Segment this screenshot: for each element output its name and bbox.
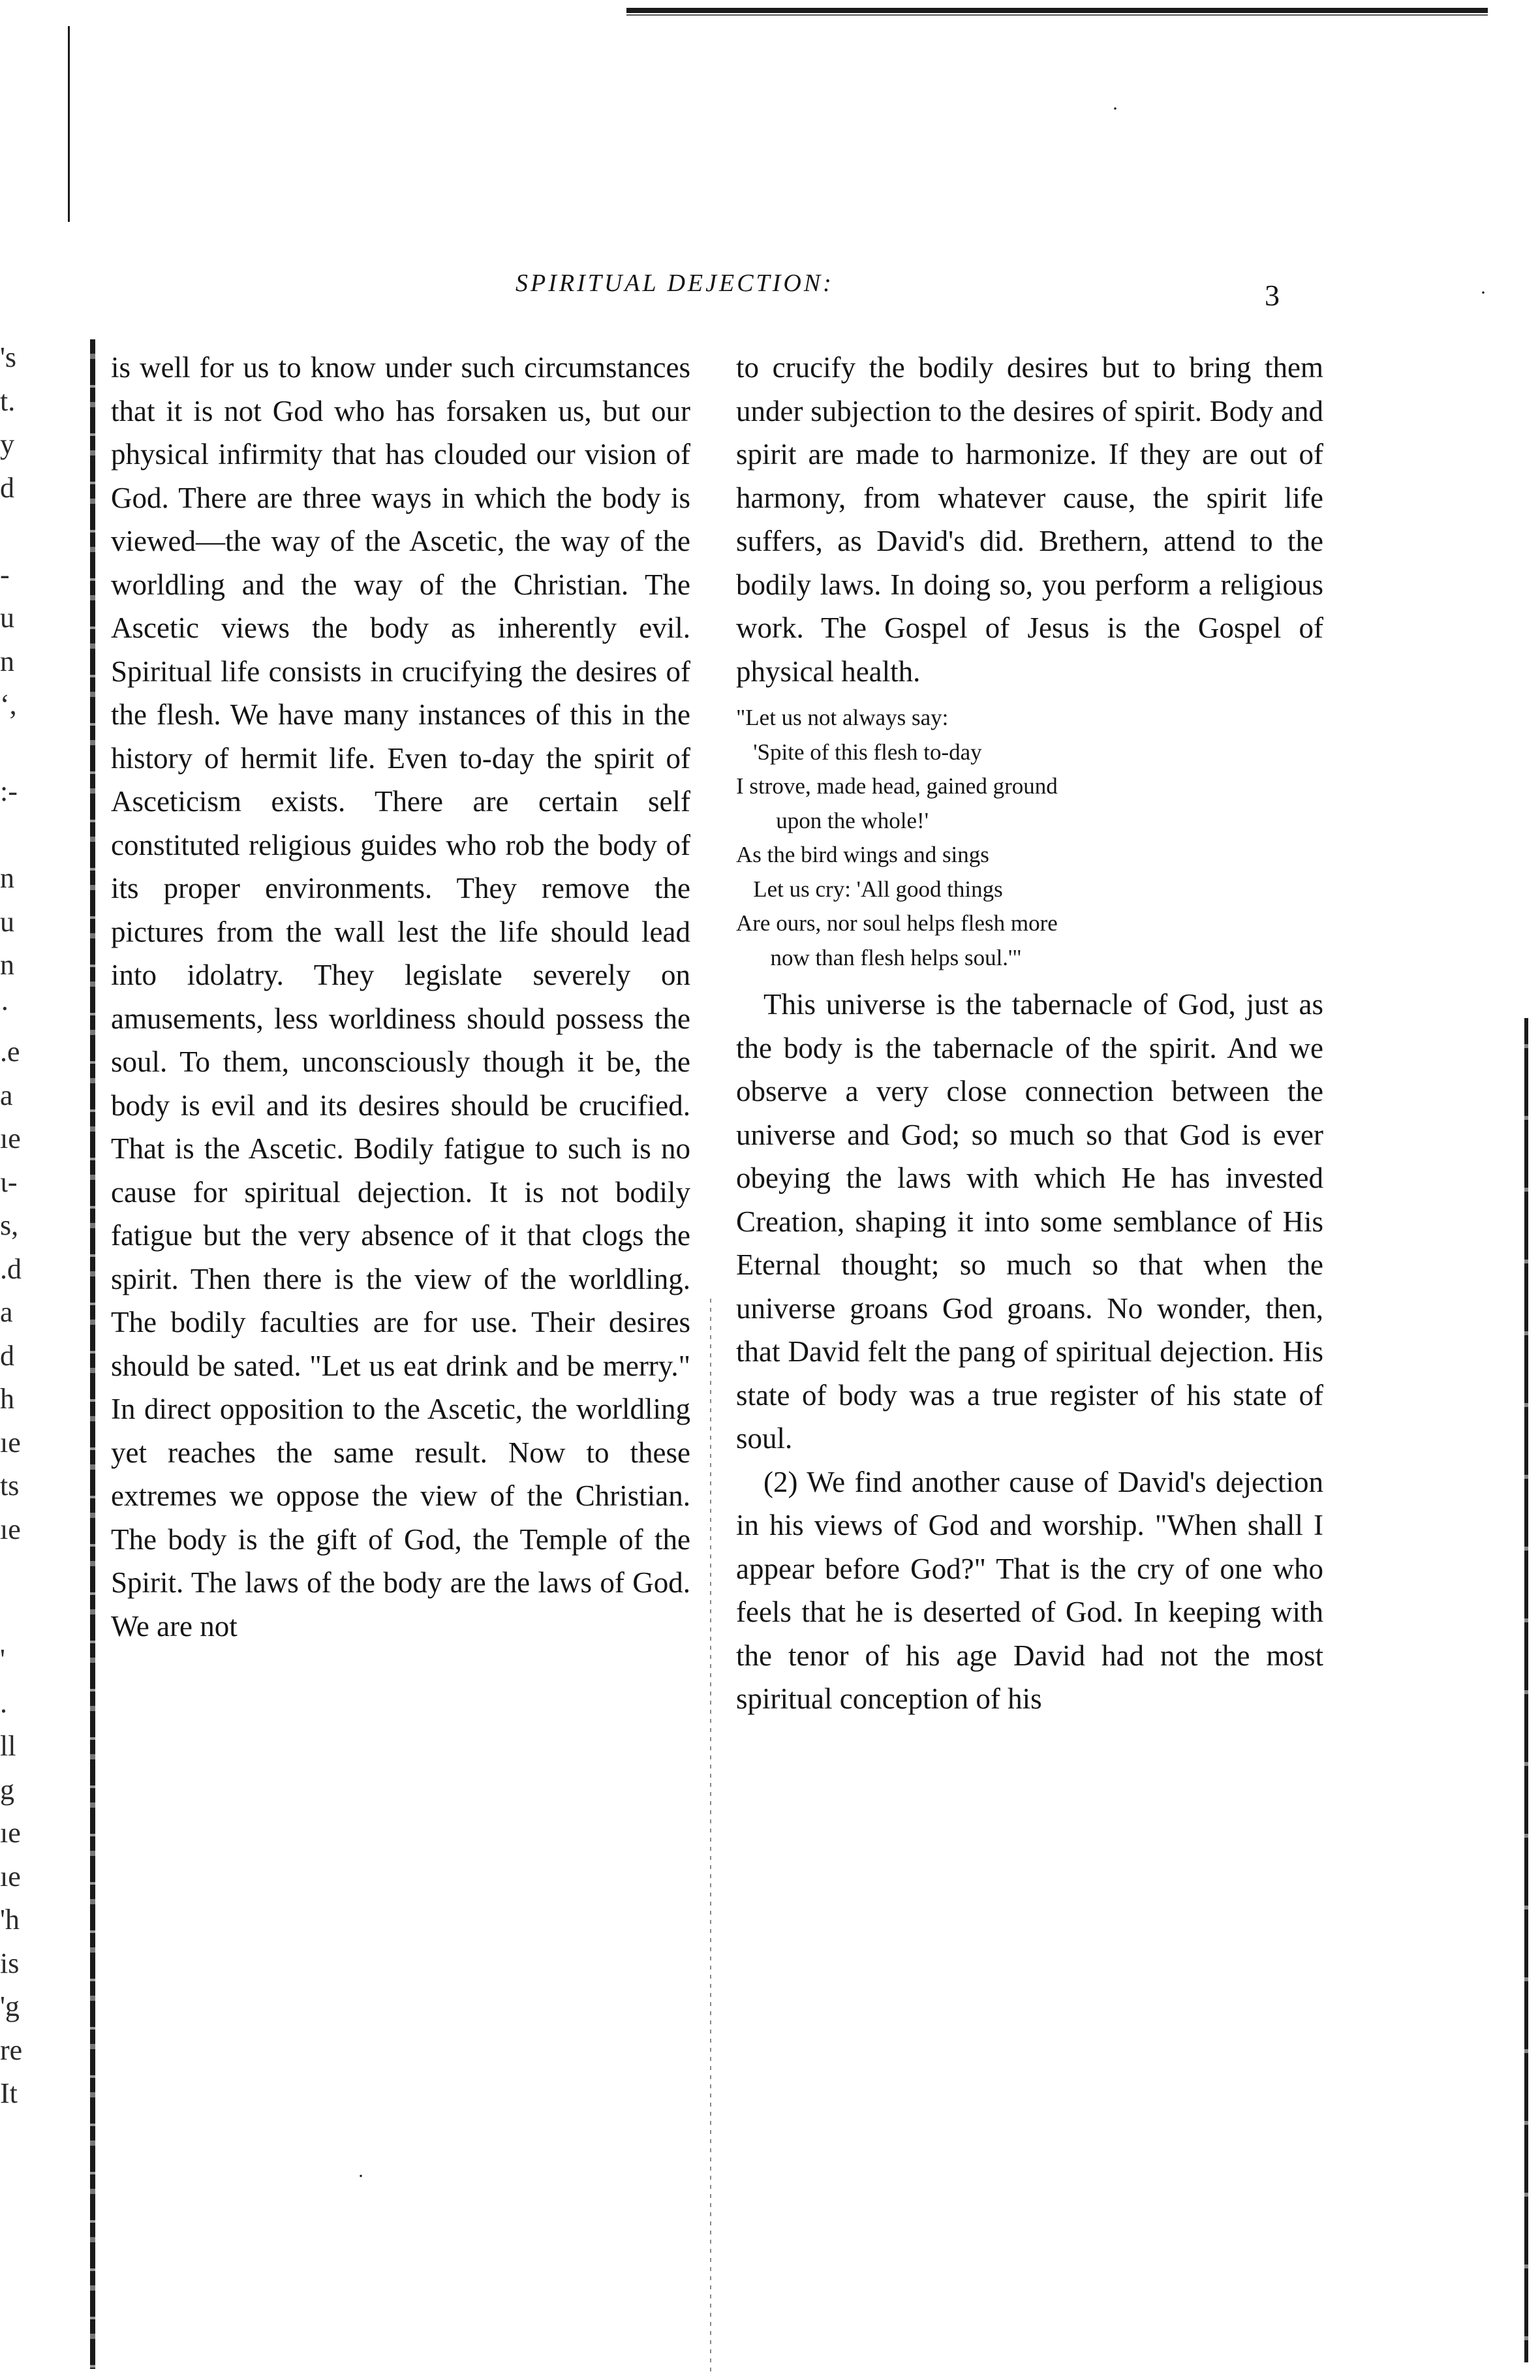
bleed-fragment: a: [0, 1079, 13, 1111]
bleed-fragment: s,: [0, 1209, 19, 1241]
bleed-fragment: n: [0, 862, 14, 894]
running-head: SPIRITUAL DEJECTION:: [516, 270, 834, 297]
bleed-fragment: ıe: [0, 1860, 21, 1893]
bleed-fragment: h: [0, 1383, 14, 1415]
bleed-fragment: ': [0, 1643, 5, 1675]
bleed-fragment: ts: [0, 1470, 20, 1502]
facing-page-bleed-through: [0, 336, 62, 2116]
bleed-fragment: .d: [0, 1252, 22, 1285]
bleed-fragment: It: [0, 2077, 18, 2109]
right-column: [736, 346, 1323, 1721]
bleed-fragment: [0, 510, 62, 553]
poem-quotation: [736, 701, 1323, 975]
speck: ·: [1112, 98, 1118, 119]
bleed-fragment: a: [0, 1296, 13, 1328]
poem-line: now than flesh helps soul.'": [736, 944, 1022, 970]
bleed-fragment: [0, 727, 62, 771]
bleed-fragment: ıe: [0, 1426, 21, 1459]
bleed-fragment: n: [0, 949, 14, 981]
bleed-fragment: .: [0, 1686, 7, 1719]
bleed-fragment: d: [0, 471, 14, 504]
top-scan-rule-thin: [626, 14, 1488, 16]
top-scan-rule: [626, 8, 1488, 13]
poem-line: "Let us not always say:: [736, 705, 949, 730]
bleed-fragment: [0, 1551, 62, 1595]
bleed-fragment: t.: [0, 384, 16, 417]
bleed-fragment: ıe: [0, 1513, 21, 1545]
bleed-fragment: :-: [0, 775, 18, 807]
poem-line: Are ours, nor soul helps flesh more: [736, 910, 1058, 936]
left-column: [111, 346, 690, 1648]
poem-line: I strove, made head, gained ground: [736, 773, 1058, 799]
bleed-fragment: ll: [0, 1730, 16, 1762]
binding-edge: [90, 339, 95, 2369]
poem-line: upon the whole!': [736, 807, 929, 833]
bleed-fragment: ι-: [0, 1166, 18, 1198]
bleed-fragment: 's: [0, 341, 17, 373]
bleed-fragment: ıe: [0, 1122, 21, 1154]
left-paragraph: is well for us to know under such circumstances that it is not God who has forsaken us, but our physical infirmity that has clouded our vision of God. There are three ways in which the body is viewed—the way of the Ascetic, the way of the worldling and the way of the Christian. The Ascetic views the body as inherently evil. Spiritual life consists in crucifying the desires of the flesh. We have many instances of this in the history of hermit life. Even to-day the spirit of Asceticism exists. There are certain self constituted religious guides who rob the body of its proper environments. They remove the pictures from the wall lest the life should lead into idolatry. They legislate severely on amusements, less worldiness should possess the soul. To them, unconsciously though it be, the body is evil and its desires should be crucified. That is the Ascetic. Bodily fatigue to such is no cause for spiritual dejection. It is not bodily fatigue but the very absence of it that clogs the spirit. Then there is the view of the worldling. The bodily faculties are for use. Their desires should be sated. "Let us eat drink and be merry." In direct opposition to the Ascetic, the worldling yet reaches the same result. Now to these extremes we oppose the view of the Christian. The body is the gift of God, the Temple of the Spirit. The laws of the body are the laws of God. We are not: [111, 351, 690, 1643]
bleed-fragment: y: [0, 428, 14, 460]
speck: ·: [1480, 282, 1486, 303]
bleed-fragment: ʻ,: [0, 688, 17, 720]
bleed-fragment: -: [0, 558, 10, 591]
bleed-fragment: 'h: [0, 1904, 20, 1936]
bleed-fragment: u: [0, 602, 14, 634]
bleed-fragment: 'g: [0, 1990, 20, 2022]
bleed-fragment: [0, 1595, 62, 1639]
column-gutter-mark: [710, 1299, 711, 2375]
bleed-fragment: n: [0, 645, 14, 677]
bleed-fragment: .e: [0, 1036, 20, 1068]
page-number: 3: [1265, 279, 1280, 312]
right-page-edge: [1524, 1018, 1528, 2362]
bleed-fragment: is: [0, 1947, 20, 1979]
bleed-fragment: ·: [0, 992, 10, 1025]
bleed-fragment: d: [0, 1339, 14, 1372]
bleed-fragment: g: [0, 1773, 14, 1806]
bleed-fragment: ıe: [0, 1817, 21, 1849]
right-paragraph-1: to crucify the bodily desires but to bring them under subjection to the desires of spirit. Body and spirit are made to harmonize. If they are out of harmony, from whatever cause, the spirit life suffers, as David's did. Brethern, attend to the bodily laws. In doing so, you perform a religious work. The Gospel of Jesus is the Gospel of physical health.: [736, 351, 1323, 688]
poem-line: As the bird wings and sings: [736, 842, 989, 867]
poem-line: Let us cry: 'All good things: [736, 876, 1003, 902]
bleed-fragment: u: [0, 905, 14, 938]
binding-edge-top: [68, 26, 70, 222]
bleed-fragment: re: [0, 2033, 23, 2066]
right-paragraph-2: This universe is the tabernacle of God, just as the body is the tabernacle of the spirit. And we observe a very close connection between the universe and God; so much so that God is ever obeying the laws with which He has invested Creation, shaping it into some semblance of His Eternal thought; so much so that when the universe groans God groans. No wonder, then, that David felt the pang of spiritual dejection. His state of body was a true register of his state of soul.: [736, 988, 1323, 1455]
speck: ·: [358, 2165, 364, 2187]
bleed-fragment: [0, 814, 62, 858]
poem-line: 'Spite of this flesh to-day: [736, 739, 982, 765]
right-paragraph-3: (2) We find another cause of David's dejection in his views of God and worship. "When shall I appear before God?" That is the cry of one who feels that he is deserted of God. In keeping with the tenor of his age David had not the most spiritual conception of his: [736, 1465, 1323, 1715]
